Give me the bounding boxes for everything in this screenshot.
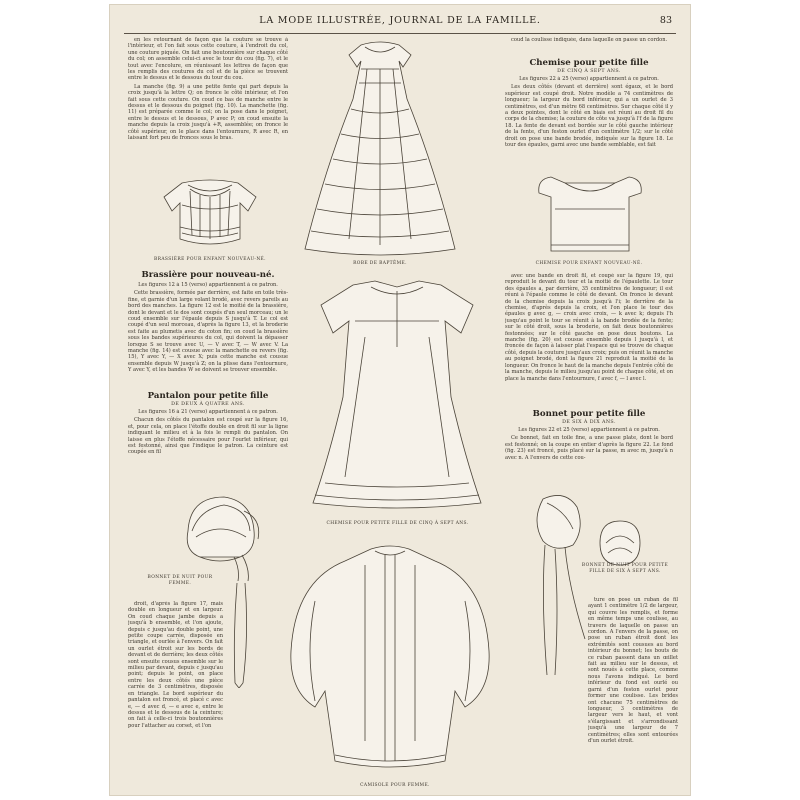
paragraph: en les retournant de façon que la couture se trouve à l'intérieur, et l'on fait sous cette couture, à l'endroit du col, une couture piquée. On fait une boutonnière sur chaque côté du col; on assemble celui-ci avec le tour du cou (fig. 7), et le tout avec l'encolure, en réunissant les lettres de façon que les remplis des coutures du col et de la pièce se trouvent entre le dessus et le dessous du tour du cou.: [128, 37, 288, 82]
robe-bapteme-illustration: [295, 39, 465, 259]
paragraph: Les figures 22 et 25 (verso) appartiennent à ce patron.: [518, 427, 660, 433]
section-subtitle-bonnet: DE SIX À DIX ANS.: [562, 420, 616, 425]
paragraph: Les deux côtés (devant et derrière) sont égaux, et le bord supérieur est coupé droit. Notre modèle a 74 centimètres de longueur; la largeur du bord inférieur, qui a un ourlet de 3 centimètres, est d'un mètre 68 centimètres. Sur chaque côté il y a deux pointes, dont le côté en biais est réuni au droit fil du corps de la chemise; la couture de côte va jusqu'à l'f de la figure 18. La fente de devant est bordée sur le côté gauche intérieur de la fente, d'un feston ourlet d'un centimètre 1/2; sur le côté droit on pose une bande brodée, indiquée sur la figure 18. Le tour des épaules, garni avec une bande semblable, est fait: [505, 84, 673, 149]
left-column-brassiere-text: [128, 282, 288, 388]
section-subtitle-chemise: DE CINQ À SEPT ANS.: [557, 69, 621, 74]
left-column-top-text: [128, 37, 288, 157]
brassiere-illustration: [160, 175, 260, 253]
page-number: 83: [659, 15, 672, 26]
caption-camisole: CAMISOLE POUR FEMME.: [360, 783, 430, 788]
camisole-illustration: [285, 541, 495, 781]
caption-bonnet-femme: BONNET DE NUIT POUR FEMME.: [147, 575, 213, 586]
caption-bonnet-fille: BONNET DE NUIT POUR PETITE FILLE DE SIX À SEPT ANS.: [581, 563, 669, 574]
left-column-bottom-text: [128, 601, 223, 791]
right-column-center-text: [505, 273, 673, 401]
paragraph: La manche (fig. 9) a une petite fente qui part depuis la croix jusqu'à la lettre Q; on fronce le côté intérieur, et l'on fait sous cette couture. On coud ce bas de manche entre le dessus et le dessous du poignet (fig. 10). La manchette (fig. 11) est préparée comme le col; on la pose dans le poignet, entre le dessus et le dessous, P avec P; on coud ensuite la manche depuis la croix jusqu'à +R, assemblée; on fronce le côté supérieur, on le place dans l'entournure, R avec R, en laissant fort peu de fronces sous le bras.: [128, 83, 288, 142]
section-subtitle-pantalon: DE DEUX À QUATRE ANS.: [171, 402, 245, 407]
chemise-nn-illustration: [525, 173, 655, 255]
section-title-brassiere: Brassière pour nouveau-né.: [141, 270, 275, 280]
right-column-bottom-text: [588, 597, 678, 792]
paragraph: droit, d'après la figure 17, mais double en longueur et en largeur. On coud chaque jambe depuis a jusqu'à b ensemble, et l'on ajoute, depuis c jusqu'au double point, une petite coupe carrée, disposée en triangle, et ourlée à l'envers. On fait un ourlet étroit sur les bords de devant et de derrière; les deux côtés sont ensuite cousus ensemble sur le milieu par devant, depuis c jusqu'au point; depuis le point, on place entre les deux côtés une pièce carrée de 3 centimètres, disposée en triangle. Le bord supérieur du pantalon est froncé, et placé c avec e, — d avec d, — e avec e, entre le dessus et le dessous de la ceinture; on fait à celle-ci trois boutonnières pour l'attacher au corset, et l'on: [128, 601, 223, 729]
bonnet-ribbons-illustration: [225, 583, 265, 688]
chemise-fille-illustration: [305, 277, 490, 517]
paragraph: coud la coulisse indiquée, dans laquelle on passe un cordon.: [511, 37, 668, 43]
paragraph: ture on pose un ruban de fil ayant 1 centimètre 1/2 de largeur, qui couvre les remplis, et forme en même temps une coulisse, au travers de laquelle on passe un cordon. A l'envers de la passe, on pose un ruban étroit dont les extrémités sont cousues au bord intérieur du bonnet; les bouts de ce ruban passent dans un œillet fait au milieu sur le dessus, et sont noués à cette place, comme nous l'avons indiqué. Le bord inférieur du fond est ourlé ou garni d'un feston ourlet pour former une coulisse. Les brides ont chacune 75 centimètres de longueur, 3 centimètres de largeur vers le haut, et vont s'élargissant et s'arrondissant jusqu'à une largeur de 7 centimètres; elles sont entourées d'un ourlet étroit.: [588, 597, 678, 744]
paragraph: avec une bande en droit fil, et coupé sur la figure 19, qui reproduit le devant du tour et la moitié de l'épaulette. Le tour des épaules a, par derrière, 35 centimètres de longueur; il est réuni à l'épaule comme le côté de devant. On fronce le devant de la chemise depuis la croix jusqu'à l'i; le derrière de la chemise, d'après depuis la croix, et l'on place le tour des épaules g avec g, — croix avec croix, — k avec k; depuis l'h jusqu'au point le tour se réunit à la bande brodée de la fente; sur le côté droit, sous la broderie, on fait deux boutonnières festonnées; sur le côté gauche on pose deux boutons. La manche (fig. 20) est cousue ensemble depuis l jusqu'à l, et froncée de façon à laisser plat l'espace qui se trouve de chaque côté, depuis la couture jusqu'aux croix; puis on réunit la manche au poignet brodé, dont la figure 21 reproduit la moitié de la longueur. On fronce le haut de la manche depuis l'entrée côté de la manche, depuis le milieu jusqu'au point de chaque côté, et on place la manche dans l'entournure, f avec f, — l avec l.: [505, 273, 673, 382]
page-header: [110, 15, 690, 31]
header-rule: [124, 33, 676, 34]
paragraph: Les figures 12 à 15 (verso) appartiennent à ce patron.: [138, 282, 278, 288]
left-column-pantalon-text: [128, 409, 288, 471]
caption-chemise-fille: CHEMISE POUR PETITE FILLE DE CINQ À SEPT ANS.: [326, 521, 469, 526]
caption-chemise-nn: CHEMISE POUR ENFANT NOUVEAU-NÉ.: [535, 261, 643, 266]
right-column-top-text: [505, 37, 673, 53]
bonnet-fille-illustration: [525, 489, 595, 679]
right-column-bonnet-text: [505, 427, 673, 483]
paragraph: Ce bonnet, fait en toile fine, a une passe plate, dont le bord est festonné; on la coupe en entier d'après la figure 22. Le fond (fig. 23) est froncé, puis placé sur la passe, m avec m, jusqu'à n avec n. A l'envers de cette cou-: [505, 435, 673, 461]
paragraph: Les figures 22 à 25 (verso) appartiennent à ce patron.: [519, 76, 659, 82]
paragraph: Les figures 16 à 21 (verso) appartiennent à ce patron.: [138, 409, 278, 415]
paragraph: Cette brassière, formée par derrière, est faite en toile très-fine, et garnie d'un large volant brodé, avec revers pareils au bord des manches. La figure 12 est le moitié de la brassière, dont le devant et le dos sont coupés d'un seul morceau; un le coud ensemble sur l'épaule depuis S jusqu'à T. Le col est coupé d'un seul morceau, d'après la figure 13, et la broderie est faite au plumetis avec du coton fin; on coud la brassière sous les bandes supérieures du col, qui doivent la dépasser lorsque S se trouve avec U, — V avec T, — W avec V. La manche (fig. 14) est cousue avec la manchette ou revers (fig. 15), Y avec Y, — X avec X; puis cette manche est cousue ensemble depuis W jusqu'à Z; on la plisse dans l'entournure, Y avec Y, et les bandes W se doivent se trouver ensemble.: [128, 290, 288, 374]
caption-brassiere: BRASSIÈRE POUR ENFANT NOUVEAU-NÉ.: [154, 257, 266, 262]
section-title-bonnet: Bonnet pour petite fille: [532, 409, 646, 419]
caption-robe: ROBE DE BAPTÊME.: [353, 261, 407, 266]
right-column-chemise-text: [505, 76, 673, 162]
newspaper-page: [110, 5, 690, 795]
journal-title: LA MODE ILLUSTRÉE, JOURNAL DE LA FAMILLE.: [259, 15, 541, 26]
bonnet-femme-illustration: [170, 491, 270, 581]
section-title-pantalon: Pantalon pour petite fille: [147, 391, 269, 401]
section-title-chemise: Chemise pour petite fille: [529, 58, 649, 68]
paragraph: Chacun des côtés du pantalon est coupé sur la figure 16, et, pour cela, on place l'étoffe double en droit fil sur la ligne indiquant le milieu et à la fois le rempli du pantalon. On laisse en plus l'étoffe nécessaire pour l'ourlet inférieur, qui est festonné, ainsi que l'indique le patron. La ceinture est coupée en fil: [128, 417, 288, 456]
